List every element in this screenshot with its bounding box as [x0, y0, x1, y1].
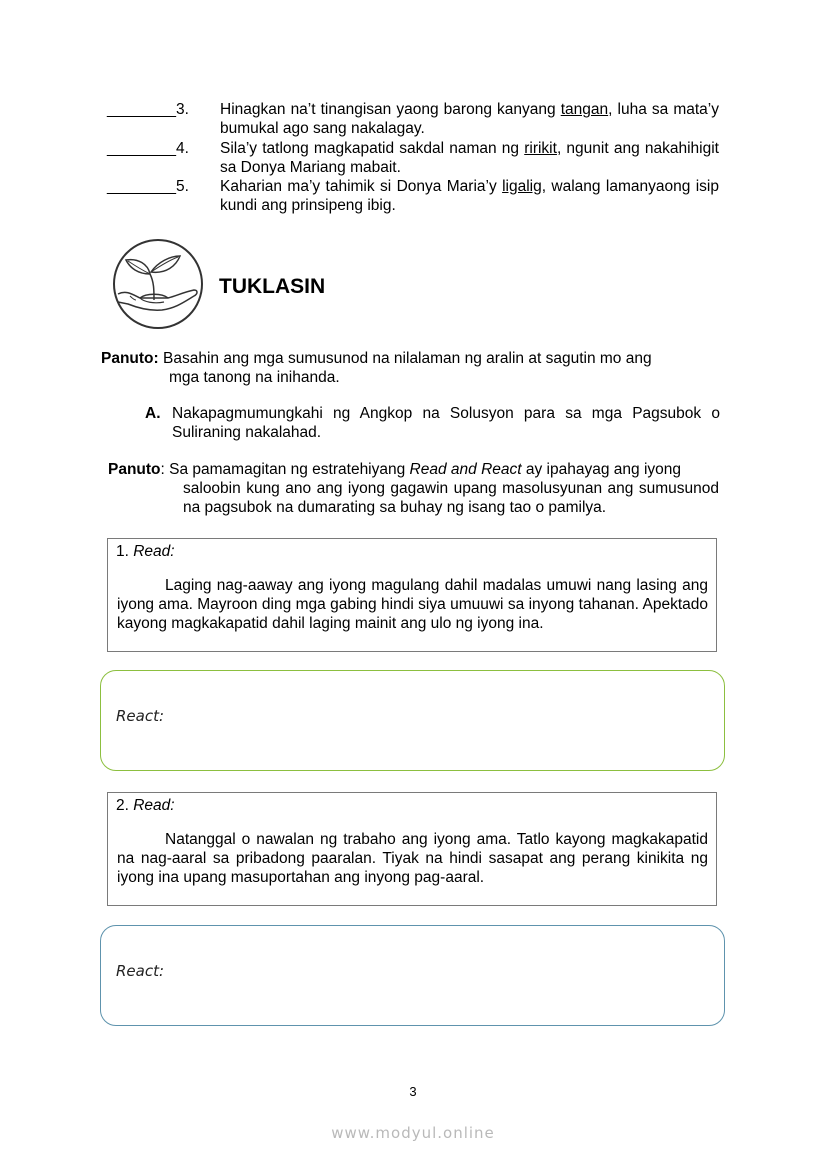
read-box-2: [107, 792, 717, 906]
read-title: 1. Read:: [116, 543, 175, 560]
item-number: ________5.: [107, 178, 189, 195]
panuto-label: Panuto:: [101, 350, 159, 367]
item-text: Kaharian ma’y tahimik si Donya Maria’y ligalig, walang lamanyaong isip kundi ang prinsipeng ibig.: [220, 178, 719, 214]
read-box-1: [107, 538, 717, 652]
react-label: React:: [116, 707, 165, 725]
instructions-2: Panuto: Sa pamamagitan ng estratehiyang Read and React ay ipahayag ang iyong saloobin kung ano ang iyong gagawin upang masolusyunan ang sumusunod na pagsubok na dumarating sa buhay ng isang tao o pamilya.: [108, 461, 719, 516]
item-text: Sila’y tatlong magkapatid sakdal naman ng ririkit, ngunit ang nakahihigit sa Donya Mariang mabait.: [220, 140, 719, 176]
objective-label: A.: [145, 405, 161, 422]
underlined-word: ligalig: [502, 178, 542, 195]
question-item-3: [107, 100, 719, 138]
question-item-5: [107, 177, 719, 215]
watermark: www.modyul.online: [331, 1124, 495, 1142]
item-number: ________4.: [107, 140, 189, 157]
item-text: Hinagkan na’t tinangisan yaong barong kanyang tangan, luha sa mata’y bumukal ago sang nakalagay.: [220, 101, 719, 137]
page-number: 3: [409, 1084, 417, 1099]
panuto-label: Panuto: [108, 461, 161, 478]
read-text: Laging nag-aaway ang iyong magulang dahil madalas umuwi nang lasing ang iyong ama. Mayroon ding mga gabing hindi siya umuuwi sa inyong tahanan. Apektado kayong magkakapatid dahil laging mainit ang ulo ng iyong ina.: [117, 577, 708, 632]
react-box-2[interactable]: [100, 925, 725, 1026]
item-number: ________3.: [107, 101, 189, 118]
section-heading: TUKLASIN: [219, 275, 326, 298]
react-label: React:: [116, 962, 165, 980]
read-text: Natanggal o nawalan ng trabaho ang iyong ama. Tatlo kayong magkakapatid na nag-aaral sa pribadong paaralan. Tiyak na hindi sasapat ang perang kinikita ng iyong ina upang masuportahan ang inyong pag-aaral.: [117, 831, 708, 886]
underlined-word: tangan: [560, 101, 609, 118]
objective-text: Nakapagmumungkahi ng Angkop na Solusyon para sa mga Pagsubok o Suliraning nakalahad.: [172, 405, 720, 441]
hand-sprout-icon: [110, 238, 206, 330]
objective-a: [145, 404, 720, 442]
react-box-1[interactable]: [100, 670, 725, 771]
question-item-4: [107, 139, 719, 177]
instructions-1: Panuto: Basahin ang mga sumusunod na nilalaman ng aralin at sagutin mo ang mga tanong na inihanda.: [101, 350, 652, 386]
strategy-name: Read and React: [409, 461, 522, 478]
read-title: 2. Read:: [116, 797, 175, 814]
underlined-word: ririkit: [524, 140, 557, 157]
